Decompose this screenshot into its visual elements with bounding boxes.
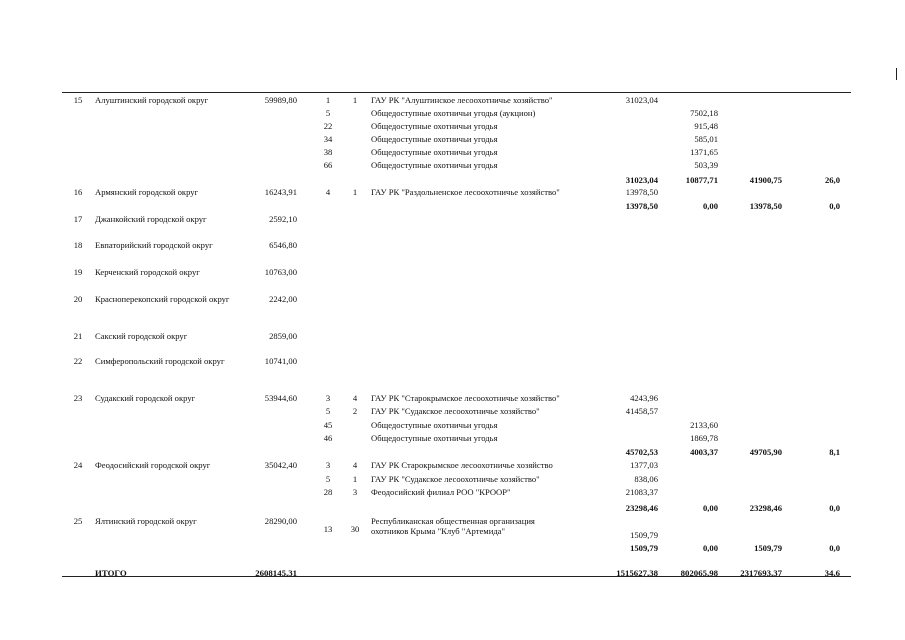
district-area: 35042,40 — [264, 460, 297, 470]
value-2: 2133,60 — [690, 420, 718, 430]
value-2: 1371,65 — [690, 147, 718, 157]
value-2: 10877,71 — [685, 175, 718, 185]
plot-number: 5 — [325, 406, 331, 416]
table-row — [0, 147, 905, 161]
district-area: 10763,00 — [264, 267, 297, 277]
plot-number: 5 — [325, 474, 331, 484]
table-row — [0, 356, 905, 370]
plot-number: 46 — [323, 433, 333, 443]
value-1: 45702,53 — [625, 447, 658, 457]
table-row — [0, 487, 905, 501]
user-code: 4 — [352, 460, 358, 470]
district-name: Ялтинский городской округ — [95, 516, 197, 526]
district-name: Судакский городской округ — [95, 393, 196, 403]
subtotal-row — [0, 543, 905, 557]
table-row — [0, 516, 905, 540]
value-1: 13978,50 — [625, 187, 658, 197]
total-row — [0, 568, 905, 582]
plot-number: 1 — [325, 95, 331, 105]
table-row — [0, 474, 905, 488]
district-area: 2242,00 — [269, 294, 297, 304]
subtotal-row — [0, 447, 905, 461]
value-1: 23298,46 — [625, 503, 658, 513]
subtotal-row — [0, 503, 905, 517]
row-number: 24 — [73, 460, 83, 470]
total-label: ИТОГО — [95, 568, 127, 578]
district-name: Сакский городской округ — [95, 331, 188, 341]
row-number: 23 — [73, 393, 83, 403]
district-area: 10741,00 — [264, 356, 297, 366]
district-name: Феодосийский городской округ — [95, 460, 211, 470]
row-number: 25 — [73, 516, 83, 526]
value-2: 4003,37 — [690, 447, 718, 457]
table-row — [0, 433, 905, 447]
subtotal-row — [0, 201, 905, 215]
organization: Общедоступные охотничьи угодья — [371, 121, 498, 131]
organization: Общедоступные охотничьи угодья — [371, 160, 498, 170]
organization: Республиканская общественная организация охотников Крыма "Клуб "Артемида" — [371, 516, 535, 536]
district-name: Симферопольский городской округ — [95, 356, 225, 366]
district-name: Керченский городской округ — [95, 267, 200, 277]
value-4: 26,0 — [824, 175, 840, 185]
plot-number: 38 — [323, 147, 333, 157]
plot-number: 4 — [325, 187, 331, 197]
organization: ГАУ РК "Старокрымское лесоохотничье хозяйство" — [371, 393, 560, 403]
value-1: 13978,50 — [625, 201, 658, 211]
value-3: 41900,75 — [749, 175, 782, 185]
organization: Общедоступные охотничьи угодья (аукцион) — [371, 108, 536, 118]
table-row — [0, 95, 905, 109]
user-code: 1 — [352, 95, 358, 105]
plot-number: 22 — [323, 121, 333, 131]
plot-number: 3 — [325, 393, 331, 403]
user-code: 30 — [350, 524, 360, 534]
value-1: 31023,04 — [625, 95, 658, 105]
organization: Общедоступные охотничьи угодья — [371, 420, 498, 430]
table-row — [0, 214, 905, 228]
value-4: 0,0 — [829, 503, 840, 513]
row-number: 15 — [73, 95, 83, 105]
table-row — [0, 134, 905, 148]
user-code: 2 — [352, 406, 358, 416]
value-3: 23298,46 — [749, 503, 782, 513]
district-area: 59989,80 — [264, 95, 297, 105]
table-row — [0, 160, 905, 174]
user-code: 1 — [352, 474, 358, 484]
total-value-1: 1515627,38 — [616, 568, 658, 578]
value-4: 8,1 — [829, 447, 840, 457]
plot-number: 13 — [323, 524, 333, 534]
district-area: 2859,00 — [269, 331, 297, 341]
district-name: Красноперекопский городской округ — [95, 294, 230, 304]
value-1: 41458,57 — [625, 406, 658, 416]
value-3: 49705,90 — [749, 447, 782, 457]
total-area: 2608145,31 — [255, 568, 297, 578]
plot-number: 5 — [325, 108, 331, 118]
value-2: 7502,18 — [690, 108, 718, 118]
value-2: 0,00 — [702, 503, 718, 513]
total-value-2: 802065,98 — [680, 568, 718, 578]
district-name: Алуштинский городской округ — [95, 95, 209, 105]
table-row — [0, 420, 905, 434]
value-2: 585,01 — [694, 134, 718, 144]
row-number: 20 — [73, 294, 83, 304]
table-row — [0, 406, 905, 420]
table-row — [0, 460, 905, 474]
value-1: 1509,79 — [630, 543, 658, 553]
total-value-3: 2317693,37 — [740, 568, 782, 578]
table-row — [0, 267, 905, 281]
organization: Общедоступные охотничьи угодья — [371, 134, 498, 144]
table-row — [0, 294, 905, 308]
district-area: 53944,60 — [264, 393, 297, 403]
row-number: 19 — [73, 267, 83, 277]
table-row — [0, 187, 905, 201]
district-area: 6546,80 — [269, 240, 297, 250]
row-number: 22 — [73, 356, 83, 366]
table-row — [0, 108, 905, 122]
row-number: 16 — [73, 187, 83, 197]
organization: ГАУ РК Старокрымское лесоохотничье хозяйство — [371, 460, 553, 470]
total-value-4: 34,6 — [824, 568, 840, 578]
value-2: 503,39 — [694, 160, 718, 170]
table-row — [0, 121, 905, 135]
value-2: 0,00 — [702, 543, 718, 553]
district-area: 2592,10 — [269, 214, 297, 224]
user-code: 3 — [352, 487, 358, 497]
table-row — [0, 240, 905, 254]
district-name: Армянский городской округ — [95, 187, 199, 197]
value-3: 1509,79 — [754, 543, 782, 553]
organization: ГАУ РК "Алуштинское лесоохотничье хозяйство" — [371, 95, 553, 105]
value-1: 21083,37 — [625, 487, 658, 497]
plot-number: 3 — [325, 460, 331, 470]
user-code: 1 — [352, 187, 358, 197]
value-1: 31023,04 — [625, 175, 658, 185]
plot-number: 66 — [323, 160, 333, 170]
plot-number: 45 — [323, 420, 333, 430]
value-1: 4243,96 — [630, 393, 658, 403]
district-area: 16243,91 — [264, 187, 297, 197]
organization: Общедоступные охотничьи угодья — [371, 147, 498, 157]
table-row — [0, 393, 905, 407]
value-2: 915,48 — [694, 121, 718, 131]
value-1: 1377,03 — [630, 460, 658, 470]
organization: ГАУ РК "Судакское лесоохотничье хозяйство" — [371, 406, 540, 416]
value-2: 0,00 — [702, 201, 718, 211]
value-1: 1509,79 — [630, 530, 658, 540]
organization: ГАУ РК "Судакское лесоохотничье хозяйство" — [371, 474, 540, 484]
district-name: Евпаторийский городской округ — [95, 240, 213, 250]
table-row — [0, 331, 905, 345]
value-1: 838,06 — [634, 474, 658, 484]
district-area: 28290,00 — [264, 516, 297, 526]
row-number: 21 — [73, 331, 83, 341]
row-number: 18 — [73, 240, 83, 250]
plot-number: 34 — [323, 134, 333, 144]
organization: Общедоступные охотничьи угодья — [371, 433, 498, 443]
plot-number: 28 — [323, 487, 333, 497]
value-4: 0,0 — [829, 543, 840, 553]
row-number: 17 — [73, 214, 83, 224]
organization: Феодосийский филиал РОО "КРООР" — [371, 487, 511, 497]
organization: ГАУ РК "Раздольненское лесоохотничье хозяйство" — [371, 187, 560, 197]
user-code: 4 — [352, 393, 358, 403]
value-2: 1869,78 — [690, 433, 718, 443]
value-4: 0,0 — [829, 201, 840, 211]
district-name: Джанкойский городской округ — [95, 214, 207, 224]
value-3: 13978,50 — [749, 201, 782, 211]
